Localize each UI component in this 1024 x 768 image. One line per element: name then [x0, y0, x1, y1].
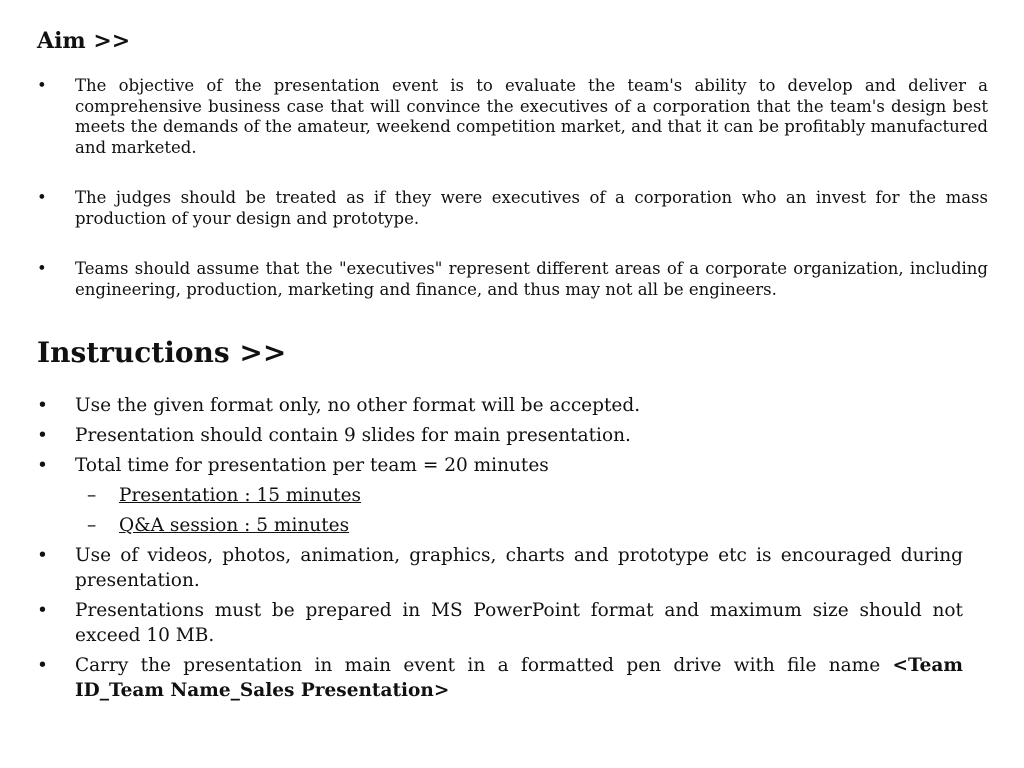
instruction-subitem-text: Presentation : 15 minutes [119, 485, 362, 506]
aim-item-text: The judges should be treated as if they were executives of a corporation who an invest for the mass production of your design and prototype. [75, 188, 988, 228]
instruction-subitem-text: Q&A session : 5 minutes [119, 515, 350, 536]
instruction-item-text: Presentations must be prepared in MS PowerPoint format and maximum size should not exceed 10 MB. [75, 600, 963, 646]
instruction-item-powerpoint [37, 598, 963, 648]
bullet-icon: • [37, 188, 47, 207]
instruction-subitem-qa [37, 513, 963, 538]
instruction-item-slides [37, 423, 963, 448]
aim-list [37, 76, 988, 330]
instruction-item-text: Total time for presentation per team = 20 minutes [75, 455, 549, 476]
bullet-icon: • [37, 395, 48, 416]
instruction-item-media [37, 543, 963, 593]
bullet-icon: • [37, 655, 48, 676]
aim-item-objective [37, 76, 988, 158]
aim-heading: Aim >> [37, 28, 131, 54]
dash-icon: – [87, 485, 97, 506]
instruction-item-total-time [37, 453, 963, 478]
instruction-item-text: Presentation should contain 9 slides for main presentation. [75, 425, 631, 446]
aim-item-text: Teams should assume that the "executives" represent different areas of a corporate organization, including engineering, production, marketing and finance, and thus may not all be engineers. [75, 259, 988, 299]
instructions-heading: Instructions >> [37, 336, 287, 369]
bullet-icon: • [37, 545, 48, 566]
instruction-item-format [37, 393, 963, 418]
file-name-format: <Team ID_Team Name_Sales Presentation> [75, 655, 963, 701]
instruction-item-pen-drive [37, 653, 963, 703]
dash-icon: – [87, 515, 97, 536]
aim-item-executives [37, 259, 988, 300]
aim-item-judges [37, 188, 988, 229]
instructions-list [37, 393, 963, 708]
instruction-item-text: Use of videos, photos, animation, graphics, charts and prototype etc is encouraged during presentation. [75, 545, 963, 591]
bullet-icon: • [37, 425, 48, 446]
bullet-icon: • [37, 259, 47, 278]
instruction-item-text: Use the given format only, no other format will be accepted. [75, 395, 641, 416]
aim-item-text: The objective of the presentation event is to evaluate the team's ability to develop and deliver a comprehensive business case that will convince the executives of a corporation that the team's design best meets the demands of the amateur, weekend competition market, and that it can be profitably manufactured and marketed. [75, 76, 988, 157]
bullet-icon: • [37, 600, 48, 621]
instruction-subitem-presentation [37, 483, 963, 508]
bullet-icon: • [37, 455, 48, 476]
bullet-icon: • [37, 76, 47, 95]
instruction-item-text: Carry the presentation in main event in a formatted pen drive with file name [75, 655, 893, 676]
